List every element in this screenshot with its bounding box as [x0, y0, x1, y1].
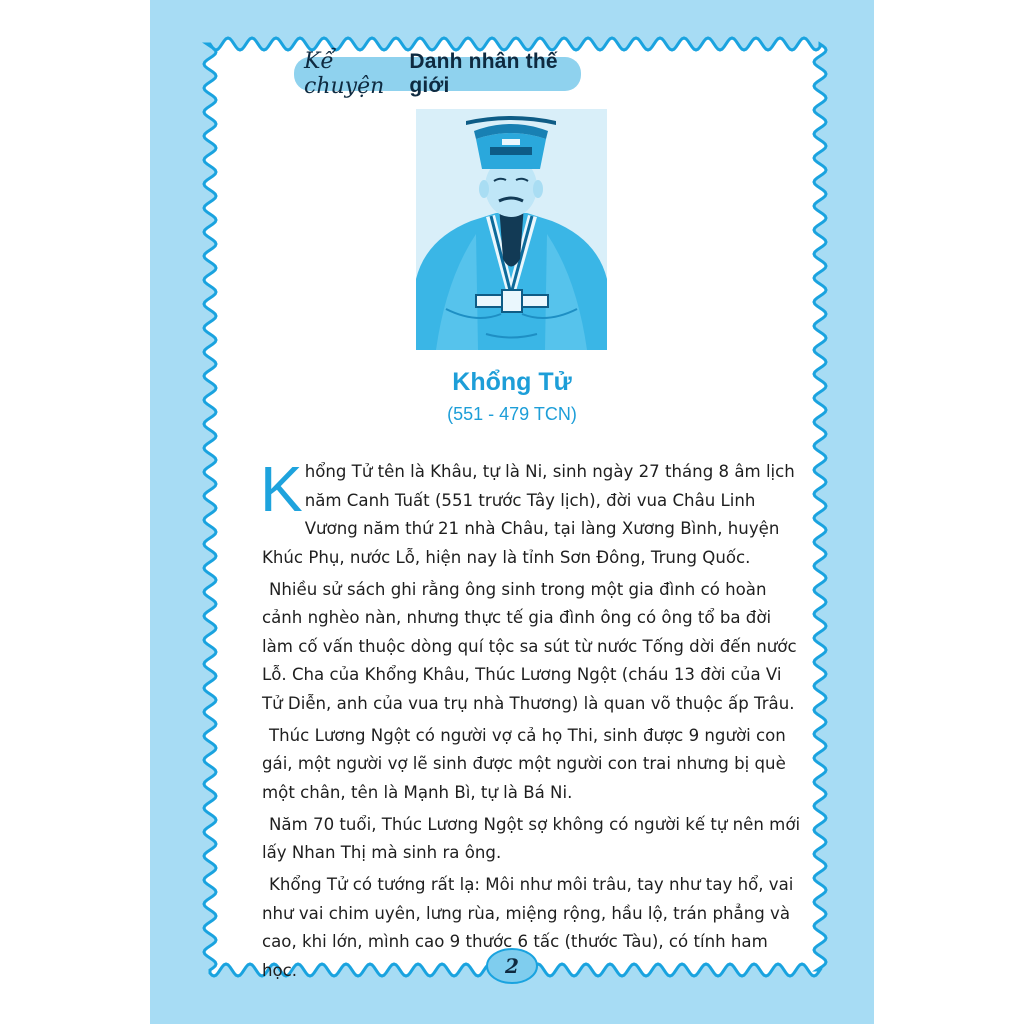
- biography-text: [260, 453, 804, 989]
- portrait-image: [416, 109, 607, 350]
- person-name-heading: Khổng Tử: [452, 368, 572, 396]
- page-number-badge: [486, 948, 538, 988]
- header-series-script: Kể chuyện: [304, 49, 385, 99]
- paragraph-4: Năm 70 tuổi, Thúc Lương Ngột sợ không có người kế tự nên mới lấy Nhan Thị mà sinh ra ông.: [262, 814, 801, 862]
- header-series-title: Danh nhân thế giới: [409, 50, 558, 97]
- paragraph-5: Khổng Tử có tướng rất lạ: Môi như môi trâu, tay như tay hổ, vai như vai chim uyên, lưng rùa, miệng rộng, hầu lộ, trán phẳng và cao, khi lớn, mình cao 9 thước 6 tấc (thước Tàu), có tính ham học.: [262, 875, 794, 980]
- paragraph-3: Thúc Lương Ngột có người vợ cả họ Thi, sinh được 9 người con gái, một người vợ lẽ sinh được một người con trai nhưng bị què một chân, tên là Mạnh Bì, tự là Bá Ni.: [262, 725, 786, 802]
- confucius-portrait-icon: [416, 109, 607, 350]
- drop-cap: K: [260, 453, 303, 525]
- page-number: 2: [505, 954, 519, 978]
- header-banner: [294, 49, 581, 99]
- paragraph-1-text: hổng Tử tên là Khâu, tự là Ni, sinh ngày 27 tháng 8 âm lịch năm Canh Tuất (551 trước Tây lịch), đời vua Châu Linh Vương năm thứ 21 nhà Châu, tại làng Xương Bình, huyện Khúc Phụ, nước Lỗ, hiện nay là tỉnh Sơn Đông, Trung Quốc.: [262, 462, 795, 567]
- person-lifespan: (551 - 479 TCN): [447, 404, 577, 424]
- paragraph-2: Nhiều sử sách ghi rằng ông sinh trong một gia đình có hoàn cảnh nghèo nàn, nhưng thực tế gia đình ông có ông tổ ba đời làm cố vấn thuộc dòng quí tộc sa sút từ nước Tống dời đến nước Lỗ. Cha của Khổng Khâu, Thúc Lương Ngột (cháu 13 đời của Vi Tử Diễn, anh của vua trụ nhà Thương) là quan võ thuộc ấp Trâu.: [262, 579, 797, 713]
- paragraph-1: [260, 453, 804, 572]
